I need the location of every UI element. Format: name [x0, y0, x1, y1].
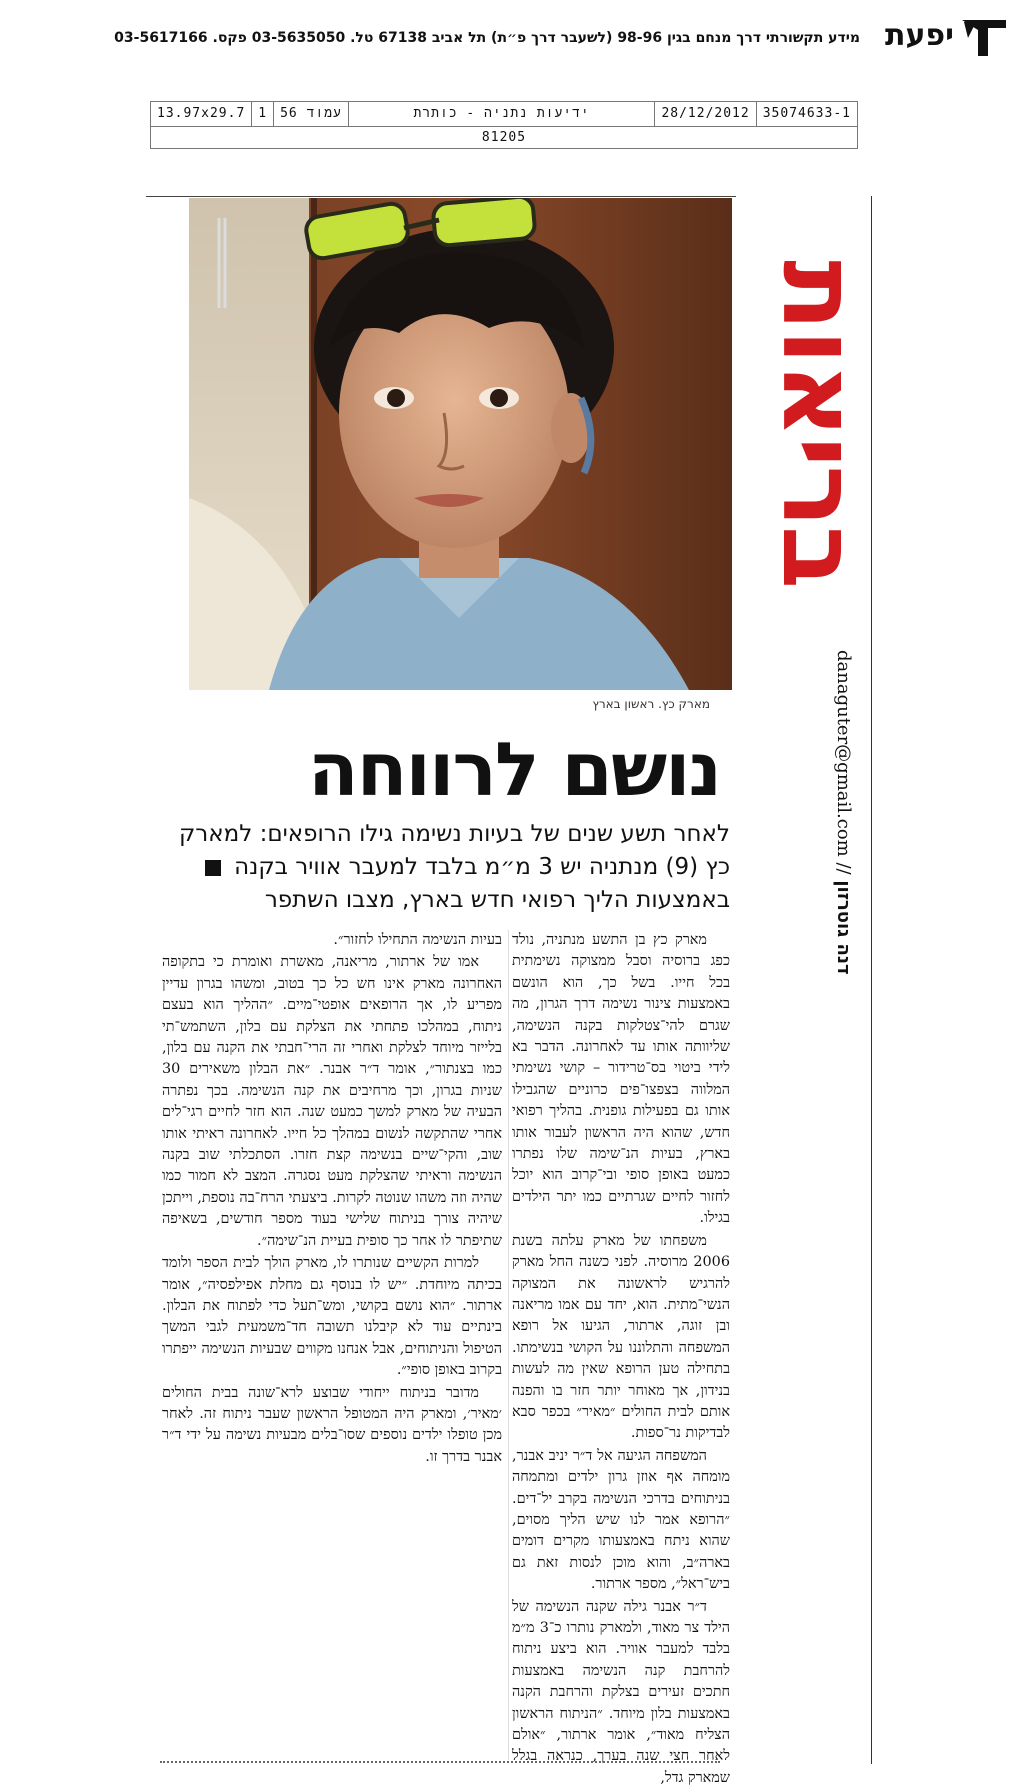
paragraph: אמו של ארתור, מריאנה, מאשרת ואומרת כי בתקופה האחרונה מארק אינו חש כל כך בטוב, ומשהו בגרון עדיין מפריע לו, אך הרופאים אופטי־מיים. ״ההליך הוא בעצם ניתוח, במהלכו פתחתי את הצלקת עם בלון, השתמש־תי בלייזר מיוחד לצלקת ואחרי זה הרי־חבתי את הקנה עם בלון, כמו בצנתור״, אומר ד״ר אבנר. ״את הבלון משאירים 30 שניות בגרון, וכך מרחיבים את קנה הנשימה. בכך נפתרה הבעיה של מארק למשך כמעט שנה. הוא חזר לחיים רגי־לים אחרי שהתקשה לנשום במהלך כל חייו. לאחרונה ראיתי אותו שוב, והקי־שיים בנשימה קצת חזרו. הסתכלתי שוב בקנה הנשימה וראיתי שהצלקת מעט נסגרה. המצב לא חמור כמו שהיה וזה משהו שנוטה לקרות. ביצעתי הרח־בה נוספת, וייתכן שיהיה צורך בניתוח שלישי בעוד מספר חודשים, בשאיפה שתיפתר לו אחר כך סופית בעיית הנ־שימה״. [162, 954, 502, 1249]
clip-size: 13.97x29.7 [157, 106, 246, 121]
metadata-row [151, 102, 857, 127]
agency-banner [80, 18, 1010, 58]
headline: נושם לרווחה [307, 727, 720, 813]
subheadline-part2: באמצעות הליך רפואי חדש בארץ, מצבו השתפר [264, 887, 730, 913]
paragraph: מדובר בניתוח ייחודי שבוצע לרא־שונה בבית החולים ׳מאיר׳, ומארק היה המטופל הראשון שעבר ניתוח זה. לאחר מכן טופלו ילדים נוספים שסו־בלים מבעיות נשימה על ידי ד״ר אבנר בדרך זו. [162, 1384, 502, 1465]
clip-id: 35074633-1 [756, 102, 857, 126]
clip-code: 81205 [481, 130, 527, 145]
paragraph: המשפחה הגיעה אל ד״ר יניב אבנר, מומחה אף אוזן גרון ילדים ומתמחה בניתוחים בדרכי הנשימה בקרב יל־דים. ״הרופא אמר לנו שיש הליך מסוים, שהוא ניתח באמצעותו מקרים דומים בארה״ב, והוא מוכן לנסות זאת גם ביש־ראל״, מספר ארתור. [512, 1447, 730, 1593]
paragraph: ד״ר אבנר גילה שקנה הנשימה של הילד צר מאוד, ולמארק נותרו כ־3 מ״מ בלבד למעבר אוויר. הוא ביצע ניתוח להרחבת קנה הנשימה באמצעות חתכים זעירים בצלקת והרחבת הקנה באמצעות בלון מיוחד. ״הניתוח הראשון הצליח מאוד״, אומר ארתור, ״אולם לאחר חצי שנה בערך, כנראה בגלל שמארק גדל, [512, 1598, 731, 1786]
clip-date: 28/12/2012 [654, 102, 755, 126]
article-column-left [162, 930, 502, 1468]
section-title-text: בריאות [759, 260, 881, 588]
bullet-square-icon [205, 860, 221, 876]
byline-text [833, 650, 854, 975]
article-column-right [512, 930, 730, 1789]
article-photo [189, 198, 732, 690]
yifat-logo-icon [958, 18, 1010, 58]
frame-top-rule [146, 196, 736, 197]
subheadline-part1: לאחר תשע שנים של בעיות נשימה גילו הרופאים: למארק כץ (9) מנתניה יש 3 מ״מ בלבד למעבר אוויר בקנה [178, 821, 730, 880]
section-title [745, 260, 881, 640]
byline [822, 650, 862, 1010]
paragraph: בעיות הנשימה התחילו לחזור״. [333, 932, 502, 948]
bottom-dotted-rule [160, 1761, 720, 1763]
clip-index: 1 [251, 102, 273, 126]
column-divider [508, 930, 509, 1760]
clip-metadata-box [150, 101, 858, 149]
agency-contact-line: מידע תקשורתי דרך מנחם בגין 98-96 (לשעבר דרך פ״ת) תל אביב 67138 טל. 03-5635050 פקס. 03-5617166 [114, 30, 860, 46]
paragraph: מארק כץ בן התשע מנתניה, נולד כפג ברוסיה וסבל ממצוקה נשימתית בכל חייו. בשל כך, הוא הונשם באמצעות צינור נשימה דרך הגרון, מה שגרם להי־צטלקות בקנה הנשימה, שליוותה אותו עד לאחרונה. הדבר בא לידי ביטוי בס־טרידור – קושי נשימתי המלווה בצפצו־פים כרוניים שהגבילו אותו גם בפעילות גופנית. בהליך רפואי חדש, שהוא היה הראשון לעבור אותו בארץ, בעיות הנ־שימה שלו נפתרו כמעט באופן סופי ובי־קרוב הוא יוכל לחזור לחיים שגרתיים כמו יתר הילדים בגילו. [512, 932, 730, 1227]
subheadline [170, 818, 730, 917]
paragraph: משפחתו של מארק עלתה בשנת 2006 מרוסיה. לפני כשנה החל מארק להרגיש לראשונה את המצוקה הנשי־מתית. הוא, יחד עם אמו מריאנה ובן זוגה, ארתור, הגיעו אל רופא המשפחה והתלוננו על הקושי בנשימתו. בתחילה טען הרופא שאין מה לעשות בנידון, אך מאוחר יותר חזר בו והפנה אותם לבית החולים ״מאיר״ בכפר סבא לבדיקות נר־ספות. [512, 1232, 730, 1442]
page-number: עמוד 56 [273, 102, 348, 126]
paragraph: למרות הקשיים שנותרו לו, מארק הולך לבית הספר ולומד בכיתה מיוחדת. ״יש לו בנוסף גם מחלת אפילפסיה״, אומר ארתור. ״הוא נושם בקושי, ומש־תעל כדי לפתוח את הבלון. בינתיים עוד לא קיבלנו תשובה חד־משמעית לגבי המשך הטיפול והניתוחים, אבל אנחנו מקווים שבעיות הנשימה ייפתרו בקרוב באופן סופי״. [162, 1255, 502, 1379]
byline-separator: // [833, 862, 854, 875]
publication-name: ידיעות נתניה - כותרת [348, 102, 655, 126]
author-email: danaguter@gmail.com [833, 650, 854, 857]
author-name: דנה גוטרזון [833, 880, 854, 975]
agency-logo-name: יפעת [884, 18, 954, 53]
photo-credit: מארק כץ. ראשון בארץ [592, 697, 710, 711]
